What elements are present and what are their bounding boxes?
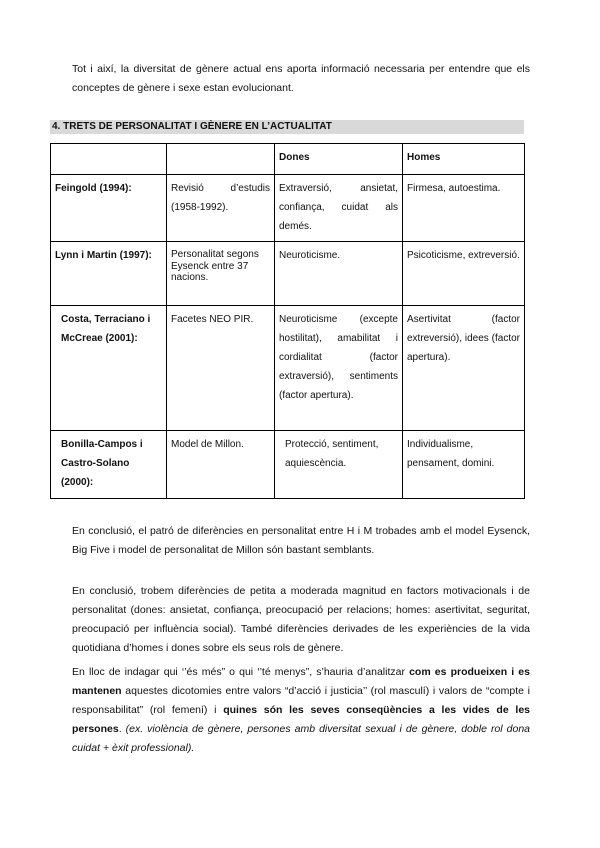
header-cell-dones: Dones	[275, 144, 403, 175]
author-cell: Bonilla-Campos i Castro-Solano (2000):	[51, 431, 167, 499]
table-row	[51, 175, 525, 242]
section-heading: 4. TRETS DE PERSONALITAT I GÈNERE EN L’ACTUALITAT	[50, 120, 524, 134]
women-cell: Extraversió, ansietat, confiança, cuidat als demés.	[275, 175, 403, 242]
final-bold-2: quines són les seves conseqüències a les vides de les persones	[72, 704, 531, 735]
intro-paragraph: Tot i així, la diversitat de gènere actual ens aporta informació necessaria per entendre que els conceptes de gènere i sexe estan evolucionant.	[72, 63, 530, 94]
final-bold-1: com es produeixen i es mantenen	[72, 666, 530, 697]
women-cell: Neuroticisme.	[275, 242, 403, 306]
table-row	[51, 306, 525, 431]
final-text-1: En lloc de indagar qui ‘’és més” o qui ‘’té menys”, s’hauria d’analitzar	[72, 666, 410, 678]
author-cell: Costa, Terraciano i McCreae (2001):	[51, 306, 167, 431]
method-cell: Personalitat segons Eysenck entre 37 nacions.	[167, 242, 275, 306]
conclusion-paragraph-2: En conclusió, trobem diferències de petita a moderada magnitud en factors motivacionals i de personalitat (dones: ansietat, confiança, preocupació per relacions; homes: asertivitat, seguritat, preocupació per influència social). També diferències derivades de les experiències de la vida quotidiana d’homes i dones sobre els seus rols de gènere.	[72, 585, 530, 654]
personality-traits-table	[50, 143, 525, 499]
table-header-row	[51, 144, 525, 175]
header-cell-homes: Homes	[403, 144, 525, 175]
final-paragraph	[72, 663, 530, 758]
women-cell: Neuroticisme (excepte hostilitat), amabilitat i cordialitat (factor extraversió), sentiments (factor apertura).	[275, 306, 403, 431]
table-row	[51, 431, 525, 499]
method-cell: Revisió d’estudis (1958-1992).	[167, 175, 275, 242]
author-cell: Lynn i Martin (1997):	[51, 242, 167, 306]
men-cell: Psicoticisme, extreversió.	[403, 242, 525, 306]
header-cell	[51, 144, 167, 175]
method-cell: Facetes NEO PIR.	[167, 306, 275, 431]
men-cell: Individualisme, pensament, domini.	[403, 431, 525, 499]
method-cell: Model de Millon.	[167, 431, 275, 499]
header-cell	[167, 144, 275, 175]
final-text-3: .	[118, 723, 126, 735]
men-cell: Firmesa, autoestima.	[403, 175, 525, 242]
final-text-2: aquestes dicotomies entre valors “d’acció i justicia’’ (rol masculí) i valors de “compte i responsabilitat” (rol femení) i	[72, 685, 530, 716]
table-row	[51, 242, 525, 306]
author-cell: Feingold (1994):	[51, 175, 167, 242]
women-cell: Protecció, sentiment, aquiescència.	[275, 431, 403, 499]
final-italic-note: (ex. violència de gènere, persones amb diversitat sexual i de gènere, doble rol dona cuidat + èxit professional).	[72, 723, 530, 754]
conclusion-paragraph-1: En conclusió, el patró de diferències en personalitat entre H i M trobades amb el model Eysenck, Big Five i model de personalitat de Millon són bastant semblants.	[72, 525, 530, 556]
men-cell: Asertivitat (factor extreversió), idees (factor apertura).	[403, 306, 525, 431]
